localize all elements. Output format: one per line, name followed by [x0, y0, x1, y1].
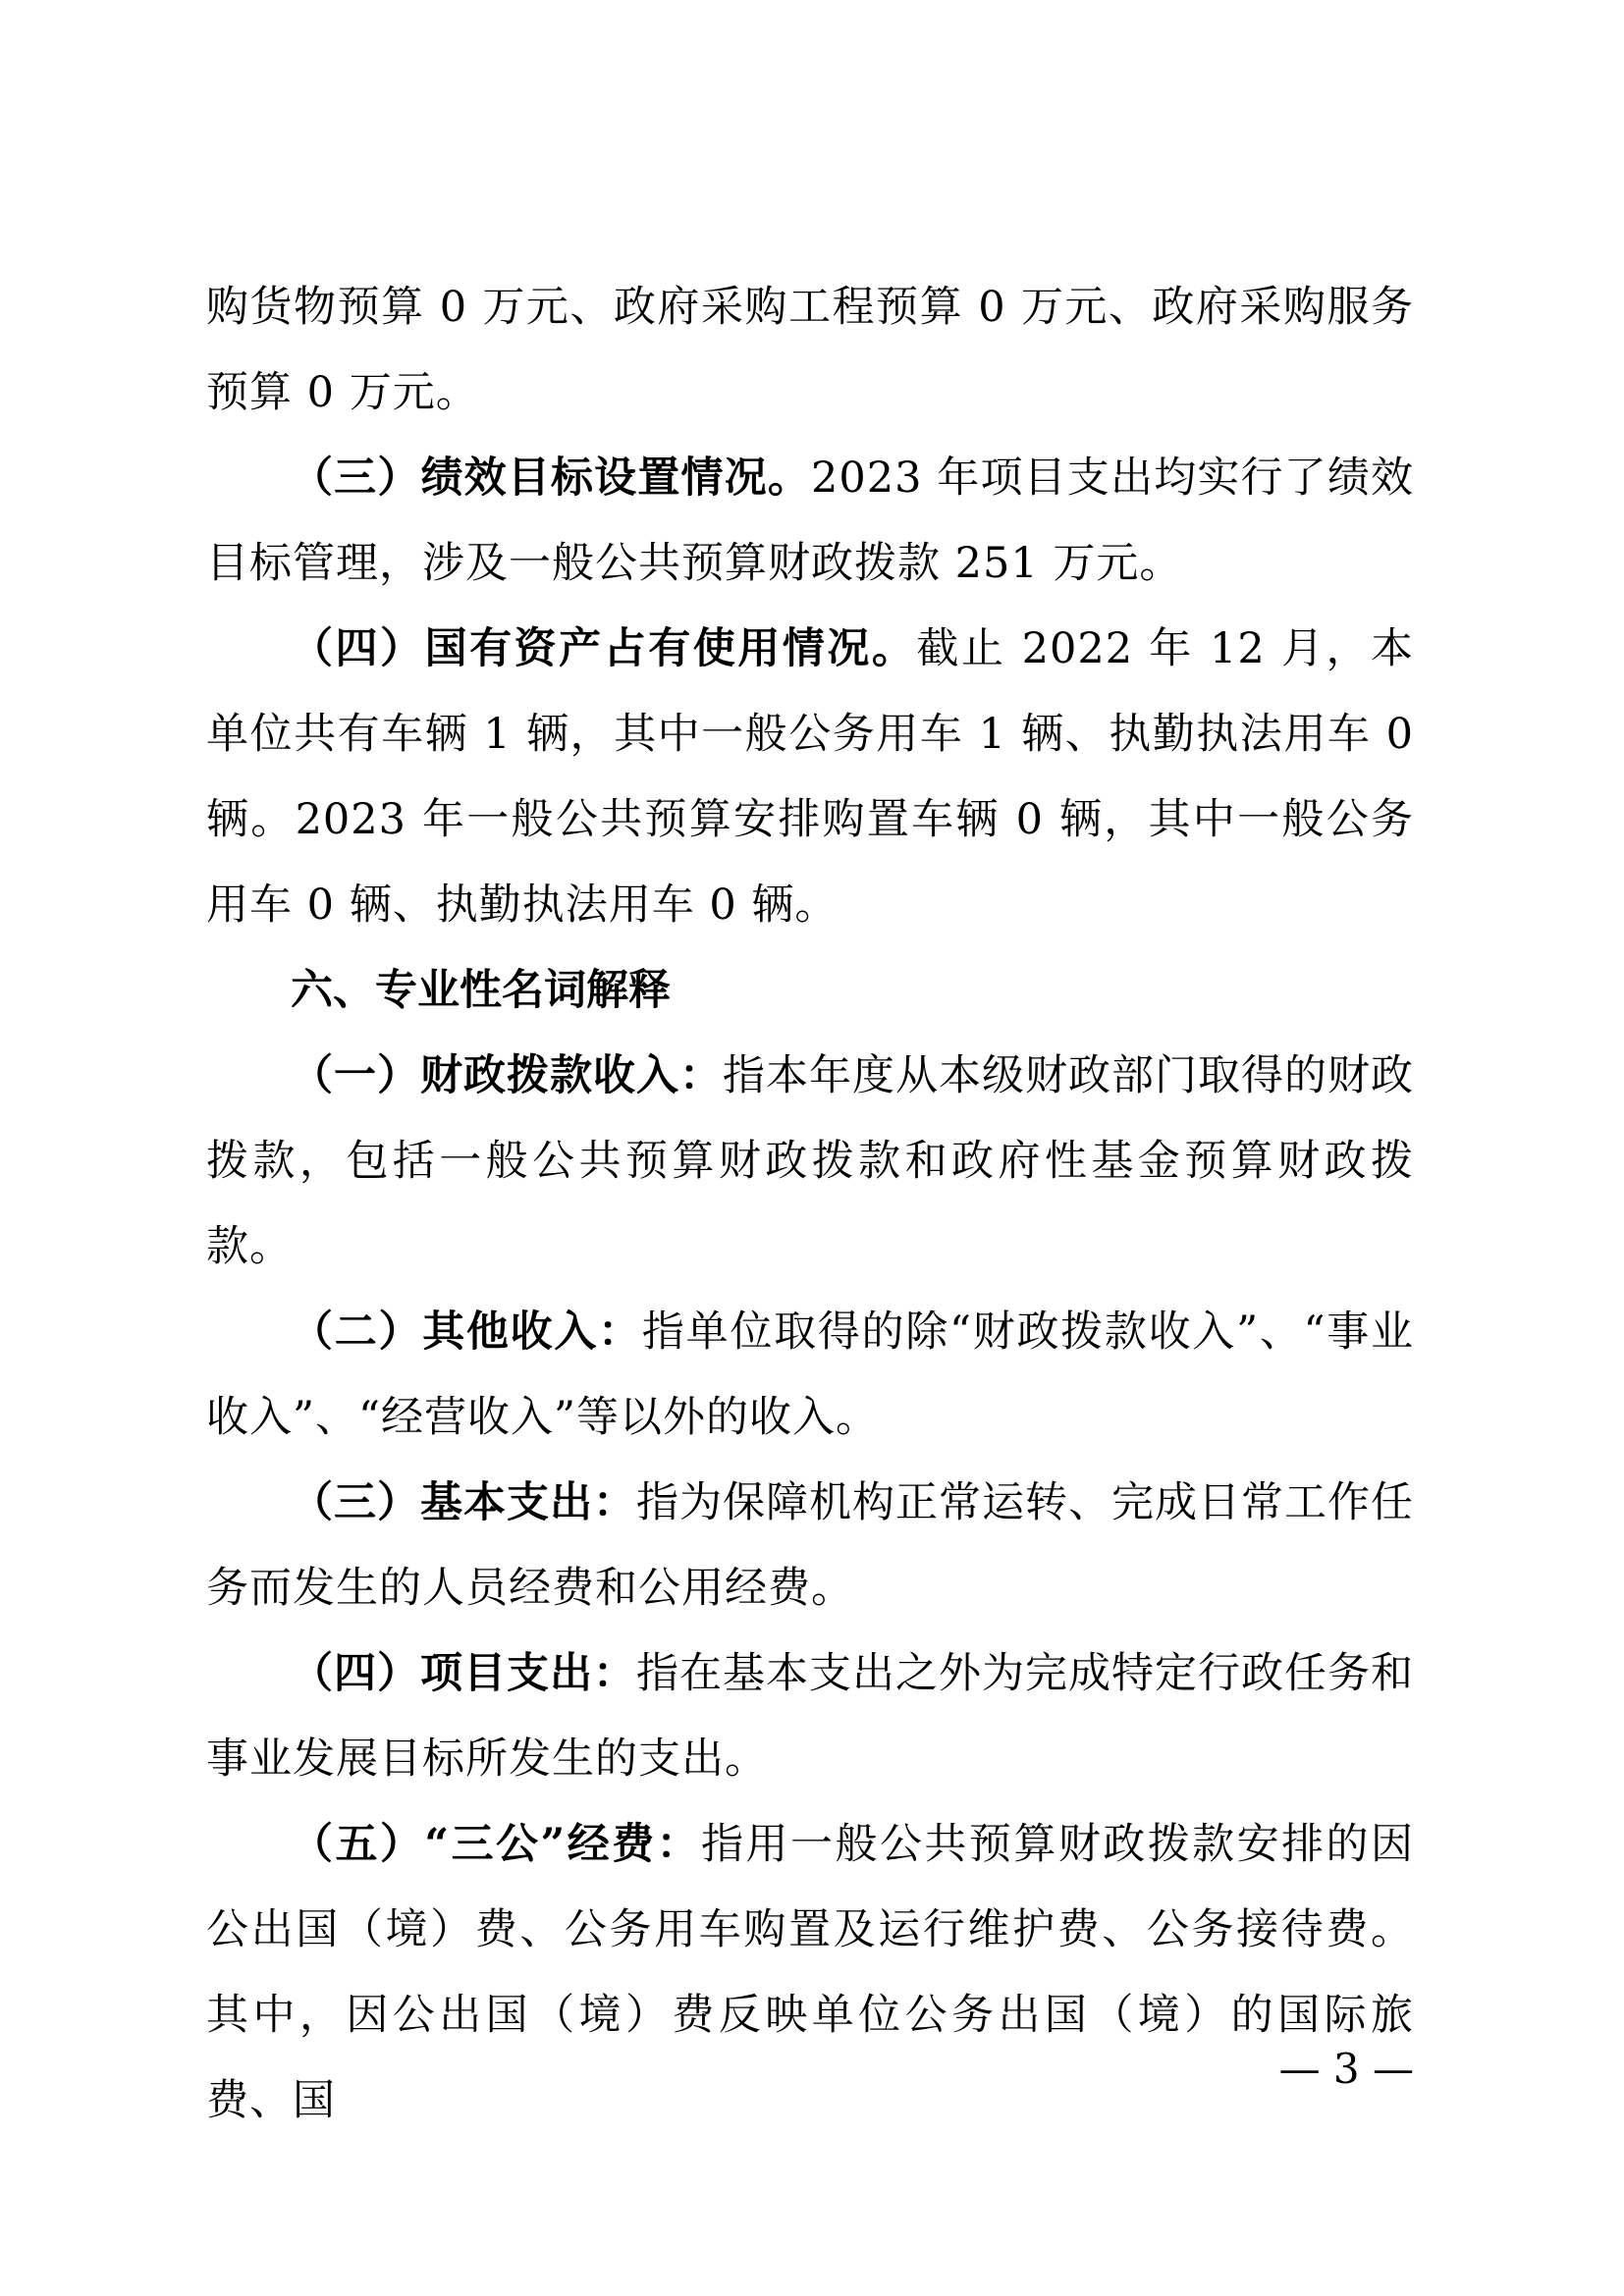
paragraph-text: 指为保障机构正常运转、完成日常工作任务而发生的人员经费和公用经费。 [206, 1478, 1414, 1613]
paragraph-label: （四）国有资产占有使用情况。 [291, 624, 917, 673]
body-paragraph [206, 1802, 1414, 2144]
paragraph-text: 2023 年项目支出均实行了绩效目标管理，涉及一般公共预算财政拨款 251 万元。 [206, 454, 1414, 588]
paragraph-text: 截止 2022 年 12 月，本单位共有车辆 1 辆，其中一般公务用车 1 辆、执勤执法用车 0 辆。2023 年一般公共预算安排购置车辆 0 辆，其中一般公务用车 0 辆、执勤执法用车 0 辆。 [206, 624, 1415, 930]
paragraph-label: （三）基本支出： [291, 1478, 636, 1527]
paragraph-text: 指单位取得的除“财政拨款收入”、“事业收入”、“经营收入”等以外的收入。 [206, 1308, 1415, 1442]
body-paragraph [206, 1461, 1414, 1631]
page-number: — 3 — [1278, 2045, 1414, 2093]
body-paragraph [206, 1034, 1414, 1290]
paragraph-label: （一）财政拨款收入： [291, 1051, 723, 1100]
body-paragraph [206, 436, 1414, 607]
paragraph-label: （二）其他收入： [291, 1308, 642, 1357]
paragraph-text: 指本年度从本级财政部门取得的财政拨款，包括一般公共预算财政拨款和政府性基金预算财政拨款。 [206, 1051, 1414, 1271]
section-heading: 六、专业性名词解释 [291, 966, 671, 1015]
paragraph-label: （四）项目支出： [291, 1649, 636, 1698]
paragraph-text: 指用一般公共预算财政拨款安排的因公出国（境）费、公务用车购置及运行维护费、公务接待费。其中，因公出国（境）费反映单位公务出国（境）的国际旅费、国 [206, 1820, 1415, 2125]
body-paragraph [206, 1290, 1414, 1461]
body-paragraph [206, 1631, 1414, 1802]
paragraph-label: （五）“三公”经费： [291, 1820, 702, 1869]
body-paragraph [206, 607, 1414, 948]
paragraph-text: 购货物预算 0 万元、政府采购工程预算 0 万元、政府采购服务预算 0 万元。 [206, 283, 1414, 417]
paragraph-label: （三）绩效目标设置情况。 [291, 454, 812, 503]
paragraph-text: 指在基本支出之外为完成特定行政任务和事业发展目标所发生的支出。 [206, 1649, 1414, 1784]
body-paragraph [206, 265, 1414, 436]
